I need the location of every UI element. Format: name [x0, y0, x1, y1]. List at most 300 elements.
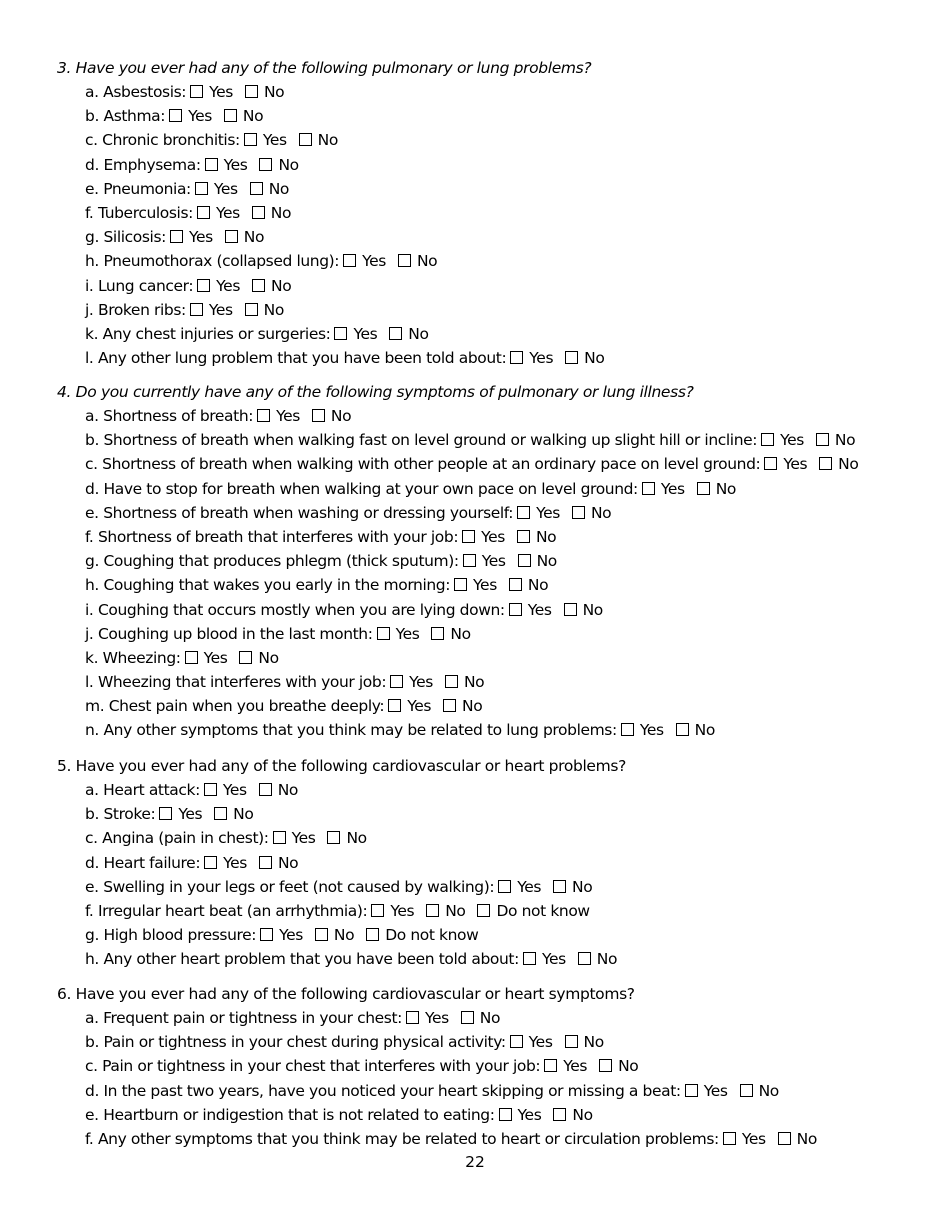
option-no[interactable]	[431, 625, 470, 643]
question-item-label: m. Chest pain when you breathe deeply:	[85, 697, 385, 716]
question-item-label: e. Heartburn or indigestion that is not related to eating:	[85, 1105, 495, 1124]
option-no[interactable]	[740, 1082, 779, 1100]
checkbox-yes[interactable]	[510, 1035, 523, 1048]
checkbox-yes[interactable]	[159, 807, 172, 820]
option-no[interactable]	[816, 431, 855, 449]
option-yes[interactable]	[621, 721, 664, 739]
question-item-label: c. Pain or tightness in your chest that interferes with your job:	[85, 1057, 541, 1076]
checkbox-yes[interactable]	[523, 952, 536, 965]
checkbox-no[interactable]	[225, 230, 238, 243]
option-yes[interactable]	[685, 1082, 728, 1100]
question-item	[85, 1103, 937, 1127]
checkbox-no[interactable]	[389, 327, 402, 340]
question-title: 6. Have you ever had any of the following cardiovascular or heart symptoms?	[57, 985, 635, 1003]
question-item-label: d. Heart failure:	[85, 853, 201, 872]
option-label: No	[618, 1057, 639, 1076]
checkbox-no[interactable]	[816, 433, 829, 446]
option-yes[interactable]	[723, 1130, 766, 1148]
checkbox-yes[interactable]	[761, 433, 774, 446]
option-label: No	[758, 1081, 779, 1100]
question-item-label: a. Shortness of breath:	[85, 407, 254, 425]
option-label: Yes	[353, 324, 378, 343]
option-yes[interactable]	[642, 480, 685, 498]
option-label: Yes	[203, 648, 228, 667]
option-label: Yes	[222, 781, 247, 799]
checkbox-no[interactable]	[239, 651, 252, 664]
checkbox-no[interactable]	[578, 952, 591, 965]
checkbox-yes[interactable]	[197, 279, 210, 292]
checkbox-yes[interactable]	[190, 303, 203, 316]
checkbox-yes[interactable]	[190, 85, 203, 98]
question-title: 5. Have you ever had any of the following cardiovascular or heart problems?	[57, 757, 626, 775]
option-do-not-know[interactable]	[477, 902, 589, 920]
option-label: No	[263, 83, 285, 101]
question-item	[85, 298, 937, 322]
option-no[interactable]	[517, 528, 556, 546]
option-label: No	[535, 527, 557, 546]
question-item-label: a. Frequent pain or tightness in your chest:	[85, 1009, 402, 1027]
option-yes[interactable]	[190, 301, 233, 319]
page-number: 22	[465, 1153, 485, 1171]
checkbox-no[interactable]	[740, 1084, 753, 1097]
option-yes[interactable]	[510, 349, 553, 367]
option-yes[interactable]	[509, 601, 552, 619]
option-yes[interactable]	[510, 1033, 553, 1051]
option-label: No	[583, 1033, 604, 1052]
question-item	[85, 346, 937, 370]
checkbox-yes[interactable]	[406, 1011, 419, 1024]
option-label: Yes	[216, 276, 240, 295]
option-yes[interactable]	[371, 902, 414, 920]
option-yes[interactable]	[517, 504, 560, 522]
option-yes[interactable]	[498, 878, 541, 896]
checkbox-no[interactable]	[327, 831, 340, 844]
checkbox-yes[interactable]	[498, 880, 511, 893]
option-label: No	[572, 877, 593, 896]
option-label: Yes	[527, 600, 552, 619]
option-label: Yes	[563, 1057, 588, 1076]
option-no[interactable]	[599, 1057, 638, 1075]
question-item-list	[57, 80, 937, 370]
option-yes[interactable]	[454, 576, 497, 594]
checkbox-yes[interactable]	[185, 651, 198, 664]
checkbox-no[interactable]	[518, 554, 531, 567]
option-label: Yes	[703, 1081, 728, 1100]
question-section-5	[57, 754, 937, 972]
checkbox-yes[interactable]	[334, 327, 347, 340]
option-label: Yes	[407, 697, 432, 716]
question-item-label: g. Coughing that produces phlegm (thick sputum):	[85, 552, 459, 571]
option-no[interactable]	[252, 204, 291, 222]
checkbox-no[interactable]	[315, 928, 328, 941]
option-label: No	[317, 131, 338, 150]
question-item-label: k. Any chest injuries or surgeries:	[85, 324, 331, 343]
option-label: No	[445, 901, 466, 920]
question-item	[85, 646, 937, 670]
question-item	[85, 598, 937, 622]
option-no[interactable]	[697, 480, 736, 498]
question-item-label: f. Irregular heart beat (an arrhythmia):	[85, 901, 368, 920]
option-no[interactable]	[315, 926, 354, 944]
checkbox-no[interactable]	[252, 206, 265, 219]
question-item	[85, 274, 937, 298]
checkbox-yes[interactable]	[764, 457, 777, 470]
option-yes[interactable]	[406, 1009, 449, 1027]
option-yes[interactable]	[761, 431, 804, 449]
checkbox-no[interactable]	[245, 85, 258, 98]
question-item	[85, 452, 937, 476]
question-item-label: c. Angina (pain in chest):	[85, 829, 269, 848]
question-item	[85, 1127, 937, 1151]
option-label: No	[233, 805, 254, 824]
question-item	[85, 778, 937, 802]
question-item-list	[57, 778, 937, 972]
question-item-label: i. Lung cancer:	[85, 276, 194, 295]
option-no[interactable]	[398, 252, 437, 270]
question-item	[85, 322, 937, 346]
option-yes[interactable]	[169, 107, 212, 125]
option-no[interactable]	[245, 301, 284, 319]
option-yes[interactable]	[197, 204, 240, 222]
option-label: Yes	[660, 479, 685, 498]
checkbox-no[interactable]	[778, 1132, 791, 1145]
checkbox-no[interactable]	[299, 133, 312, 146]
checkbox-yes[interactable]	[257, 409, 270, 422]
option-no[interactable]	[778, 1130, 817, 1148]
option-yes[interactable]	[544, 1057, 587, 1075]
question-item	[85, 947, 937, 971]
checkbox-yes[interactable]	[388, 699, 401, 712]
checkbox-yes[interactable]	[463, 554, 476, 567]
option-label: Yes	[215, 203, 240, 222]
checkbox-no[interactable]	[443, 699, 456, 712]
option-label: Yes	[223, 853, 247, 872]
question-item-label: b. Shortness of breath when walking fast on level ground or walking up slight hill or incline:	[85, 431, 758, 450]
checkbox-yes[interactable]	[169, 109, 182, 122]
checkbox-yes[interactable]	[204, 783, 217, 796]
option-no[interactable]	[578, 950, 617, 968]
checkbox-no[interactable]	[819, 457, 832, 470]
checkbox-no[interactable]	[572, 506, 585, 519]
option-label: No	[838, 455, 859, 474]
checkbox-yes[interactable]	[621, 723, 634, 736]
question-item-label: e. Shortness of breath when washing or dressing yourself:	[85, 503, 514, 522]
option-label: No	[796, 1129, 817, 1148]
checkbox-yes[interactable]	[510, 351, 523, 364]
option-yes[interactable]	[159, 805, 202, 823]
checkbox-yes[interactable]	[371, 904, 384, 917]
checkbox-no[interactable]	[697, 482, 710, 495]
option-no[interactable]	[553, 1106, 592, 1124]
option-label: No	[590, 503, 612, 522]
option-yes[interactable]	[260, 926, 303, 944]
checkbox-no[interactable]	[245, 303, 258, 316]
option-label: No	[277, 853, 299, 872]
question-item-label: h. Coughing that wakes you early in the morning:	[85, 576, 451, 595]
checkbox-no[interactable]	[312, 409, 325, 422]
option-label: Yes	[424, 1009, 449, 1027]
checkbox-yes[interactable]	[544, 1059, 557, 1072]
option-no[interactable]	[259, 156, 298, 174]
question-item	[85, 826, 937, 850]
option-label: No	[346, 829, 367, 848]
option-yes[interactable]	[343, 252, 386, 270]
option-label: Yes	[528, 1033, 553, 1052]
question-item	[85, 1030, 937, 1054]
question-title: 3. Have you ever had any of the following pulmonary or lung problems?	[57, 59, 592, 77]
option-label: No	[268, 179, 289, 198]
option-yes[interactable]	[204, 854, 247, 872]
option-label: No	[243, 228, 265, 247]
question-item-list	[57, 1006, 937, 1151]
option-no[interactable]	[389, 325, 428, 343]
checkbox-yes[interactable]	[685, 1084, 698, 1097]
question-item-label: e. Pneumonia:	[85, 179, 191, 198]
question-section-4	[57, 380, 937, 743]
checkbox-yes[interactable]	[197, 206, 210, 219]
checkbox-yes[interactable]	[204, 856, 217, 869]
checkbox-no[interactable]	[250, 182, 263, 195]
question-item	[85, 501, 937, 525]
checkbox-yes[interactable]	[723, 1132, 736, 1145]
checkbox-no[interactable]	[431, 627, 444, 640]
question-item-label: d. Emphysema:	[85, 155, 201, 174]
option-yes[interactable]	[388, 697, 431, 715]
option-no[interactable]	[214, 805, 253, 823]
option-no[interactable]	[239, 649, 278, 667]
question-item	[85, 899, 937, 923]
question-item	[85, 718, 937, 742]
option-yes[interactable]	[257, 407, 300, 425]
option-no[interactable]	[565, 349, 604, 367]
question-item-label: j. Coughing up blood in the last month:	[85, 624, 373, 643]
question-item-label: b. Pain or tightness in your chest during physical activity:	[85, 1033, 506, 1052]
option-no[interactable]	[250, 180, 289, 198]
checkbox-yes[interactable]	[273, 831, 286, 844]
option-no[interactable]	[461, 1009, 500, 1027]
question-item-list	[57, 404, 937, 743]
checkbox-no[interactable]	[509, 578, 522, 591]
option-do-not-know[interactable]	[366, 926, 478, 944]
option-label: No	[536, 552, 557, 571]
option-label: Yes	[209, 83, 233, 101]
question-item-label: a. Asbestosis:	[85, 83, 187, 101]
option-label: No	[278, 155, 299, 174]
option-no[interactable]	[252, 277, 291, 295]
option-no[interactable]	[224, 107, 263, 125]
question-item	[85, 177, 937, 201]
option-label: No	[694, 721, 715, 740]
option-yes[interactable]	[273, 829, 316, 847]
option-yes[interactable]	[190, 83, 233, 101]
question-item-label: a. Heart attack:	[85, 781, 200, 799]
option-yes[interactable]	[205, 156, 248, 174]
option-label: Yes	[213, 179, 238, 198]
option-no[interactable]	[819, 455, 858, 473]
option-yes[interactable]	[523, 950, 566, 968]
checkbox-no[interactable]	[259, 783, 272, 796]
question-item-label: l. Any other lung problem that you have been told about:	[85, 349, 507, 368]
option-no[interactable]	[518, 552, 557, 570]
option-no[interactable]	[327, 829, 366, 847]
checkbox-yes[interactable]	[390, 675, 403, 688]
option-label: Yes	[780, 431, 804, 450]
option-yes[interactable]	[764, 455, 807, 473]
question-item-label: g. Silicosis:	[85, 228, 166, 247]
checkbox-no[interactable]	[445, 675, 458, 688]
question-item	[85, 622, 937, 646]
option-no[interactable]	[259, 854, 298, 872]
question-item-label: j. Broken ribs:	[85, 300, 186, 319]
question-item	[85, 549, 937, 573]
question-item	[85, 875, 937, 899]
checkbox-yes[interactable]	[509, 603, 522, 616]
option-label: Yes	[395, 624, 420, 643]
option-no[interactable]	[572, 504, 611, 522]
question-item-label: k. Wheezing:	[85, 648, 181, 667]
option-yes[interactable]	[244, 131, 287, 149]
question-item-label: c. Chronic bronchitis:	[85, 131, 240, 150]
option-label: No	[271, 276, 292, 295]
question-item	[85, 249, 937, 273]
option-no[interactable]	[245, 83, 284, 101]
option-no[interactable]	[426, 902, 465, 920]
question-item	[85, 1079, 937, 1103]
checkbox-yes[interactable]	[454, 578, 467, 591]
question-section-6	[57, 982, 937, 1151]
checkbox-yes[interactable]	[499, 1108, 512, 1121]
option-label: Yes	[481, 552, 506, 571]
option-yes[interactable]	[204, 781, 247, 799]
checkbox-no[interactable]	[565, 1035, 578, 1048]
option-yes[interactable]	[334, 325, 377, 343]
option-no[interactable]	[443, 697, 482, 715]
option-label: No	[258, 648, 279, 667]
option-no[interactable]	[565, 1033, 604, 1051]
checkbox-no[interactable]	[564, 603, 577, 616]
option-label: Do not know	[496, 901, 590, 920]
option-label: Yes	[188, 107, 212, 126]
question-item-label: b. Stroke:	[85, 805, 156, 824]
question-item-label: f. Tuberculosis:	[85, 203, 193, 222]
question-item	[85, 573, 937, 597]
checkbox-yes[interactable]	[260, 928, 273, 941]
option-label: No	[584, 349, 605, 368]
option-label: Yes	[262, 131, 287, 150]
option-label: No	[462, 697, 483, 716]
option-yes[interactable]	[390, 673, 433, 691]
option-label: Yes	[291, 829, 316, 848]
option-yes[interactable]	[377, 625, 420, 643]
checkbox-yes[interactable]	[462, 530, 475, 543]
question-item-label: f. Any other symptoms that you think may be related to heart or circulation problems:	[85, 1129, 719, 1148]
checkbox-no[interactable]	[553, 880, 566, 893]
checkbox-no[interactable]	[599, 1059, 612, 1072]
checkbox-no[interactable]	[676, 723, 689, 736]
checkbox-no[interactable]	[426, 904, 439, 917]
question-item	[85, 225, 937, 249]
checkbox-yes[interactable]	[377, 627, 390, 640]
checkbox-yes[interactable]	[642, 482, 655, 495]
question-item-label: h. Any other heart problem that you have been told about:	[85, 950, 519, 969]
checkbox-no[interactable]	[259, 856, 272, 869]
option-label: Yes	[390, 901, 415, 920]
option-label: No	[263, 300, 284, 319]
checkbox-no[interactable]	[224, 109, 237, 122]
option-label: Yes	[741, 1129, 766, 1148]
option-no[interactable]	[312, 407, 351, 425]
checkbox-no[interactable]	[252, 279, 265, 292]
option-yes[interactable]	[195, 180, 238, 198]
checkbox-no[interactable]	[565, 351, 578, 364]
option-yes[interactable]	[170, 228, 213, 246]
option-no[interactable]	[259, 781, 298, 799]
option-no[interactable]	[564, 601, 603, 619]
option-no[interactable]	[676, 721, 715, 739]
question-item	[85, 104, 937, 128]
option-yes[interactable]	[185, 649, 228, 667]
checkbox-no[interactable]	[398, 254, 411, 267]
option-label: Yes	[188, 228, 213, 247]
question-title: 4. Do you currently have any of the following symptoms of pulmonary or lung illness?	[57, 383, 694, 401]
question-item	[85, 477, 937, 501]
option-label: Yes	[517, 1105, 542, 1124]
checkbox-no[interactable]	[259, 158, 272, 171]
checkbox-no[interactable]	[461, 1011, 474, 1024]
question-item	[85, 1054, 937, 1078]
option-yes[interactable]	[499, 1106, 542, 1124]
option-label: No	[479, 1009, 501, 1027]
option-yes[interactable]	[463, 552, 506, 570]
question-item-label: h. Pneumothorax (collapsed lung):	[85, 252, 340, 271]
option-label: Yes	[529, 349, 554, 368]
question-item-label: l. Wheezing that interferes with your job:	[85, 673, 387, 692]
option-label: No	[270, 203, 292, 222]
option-label: No	[463, 673, 485, 692]
option-no[interactable]	[509, 576, 548, 594]
checkbox-yes[interactable]	[343, 254, 356, 267]
option-no[interactable]	[445, 673, 484, 691]
checkbox-no[interactable]	[517, 530, 530, 543]
checkbox-no[interactable]	[214, 807, 227, 820]
question-item	[85, 404, 937, 428]
checkbox-do-not-know[interactable]	[477, 904, 490, 917]
checkbox-yes[interactable]	[205, 158, 218, 171]
checkbox-yes[interactable]	[170, 230, 183, 243]
option-label: No	[330, 407, 352, 425]
checkbox-yes[interactable]	[517, 506, 530, 519]
option-label: Yes	[279, 926, 303, 945]
option-label: Yes	[223, 155, 248, 174]
option-no[interactable]	[553, 878, 592, 896]
checkbox-no[interactable]	[553, 1108, 566, 1121]
option-label: No	[450, 624, 471, 643]
checkbox-yes[interactable]	[195, 182, 208, 195]
option-yes[interactable]	[462, 528, 505, 546]
option-yes[interactable]	[197, 277, 240, 295]
option-label: No	[596, 950, 618, 969]
checkbox-do-not-know[interactable]	[366, 928, 379, 941]
option-no[interactable]	[225, 228, 264, 246]
option-label: Yes	[276, 407, 300, 425]
option-no[interactable]	[299, 131, 338, 149]
option-label: Do not know	[385, 926, 479, 945]
option-label: Yes	[541, 950, 566, 969]
checkbox-yes[interactable]	[244, 133, 257, 146]
question-item	[85, 428, 937, 452]
option-label: Yes	[536, 503, 560, 522]
question-item	[85, 802, 937, 826]
